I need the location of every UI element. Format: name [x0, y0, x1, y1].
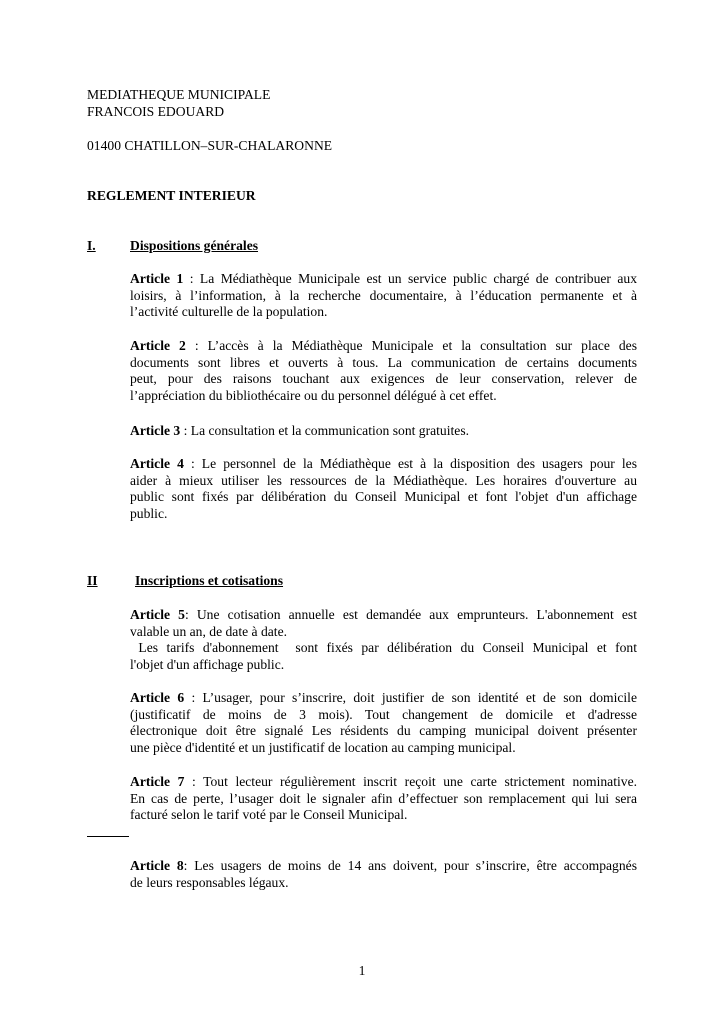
article-5-label: Article 5 [130, 607, 185, 622]
article-1-line-1: Article 1 : La Médiathèque Municipale est un service public chargé de contribuer aux [130, 271, 637, 286]
article-5 [130, 607, 637, 673]
article-8-label: Article 8 [130, 858, 184, 873]
article-6-line-4: une pièce d'identité et un justificatif de location au camping municipal. [130, 739, 516, 755]
article-1 [130, 271, 637, 321]
article-3-label: Article 3 [130, 423, 181, 438]
section-1-number: I. [87, 238, 96, 253]
article-7-line-3: facturé selon le tarif voté par le Conseil Municipal. [130, 807, 408, 823]
section-1-title: Dispositions générales [130, 238, 259, 253]
article-6-label: Article 6 [130, 690, 185, 705]
article-5-line-1: Article 5: Une cotisation annuelle est demandée aux emprunteurs. L'abonnement est [130, 607, 637, 622]
document-title: REGLEMENT INTERIEUR [87, 188, 256, 203]
footnote-separator [87, 836, 129, 837]
article-2-label: Article 2 [130, 338, 186, 353]
article-1-line-3: l’activité culturelle de la population. [130, 304, 328, 320]
article-6-line-2: (justificatif de moins de 3 mois). Tout changement de domicile et d'adresse [130, 706, 637, 722]
article-4-line-3: public sont fixés par délibération du Conseil Municipal et font l'objet d'un affichage [130, 489, 637, 505]
article-4-line-4: public. [130, 505, 168, 521]
article-2-line-2: documents sont libres et ouverts à tous. La communication de certains documents [130, 354, 637, 370]
article-7-line-2: En cas de perte, l’usager doit le signaler afin d’effectuer son remplacement qui lui sera [130, 790, 637, 806]
article-8-line-2: de leurs responsables légaux. [130, 874, 289, 890]
article-4 [130, 456, 637, 522]
article-6-line-1: Article 6 : L’usager, pour s’inscrire, doit justifier de son identité et de son domicile [130, 690, 637, 705]
article-2-line-4: l’appréciation du bibliothécaire ou du personnel délégué à cet effet. [130, 387, 497, 403]
article-8 [130, 858, 637, 891]
header-line-2: FRANCOIS EDOUARD [87, 104, 225, 119]
article-4-line-2: aider à mieux utiliser les ressources de la Médiathèque. Les horaires d'ouverture au [130, 472, 637, 488]
article-2-line-1: Article 2 : L’accès à la Médiathèque Municipale et la consultation sur place des [130, 338, 637, 353]
article-5-line-3: Les tarifs d'abonnement sont fixés par délibération du Conseil Municipal et font [130, 640, 637, 656]
article-2 [130, 338, 637, 404]
section-2-title: Inscriptions et cotisations [135, 573, 284, 588]
article-4-label: Article 4 [130, 456, 184, 471]
article-5-line-2: valable un an, de date à date. [130, 623, 288, 639]
article-6-line-3: électronique doit être signalé Les résidents du camping municipal doivent présenter [130, 723, 637, 739]
article-8-line-1: Article 8: Les usagers de moins de 14 ans doivent, pour s’inscrire, être accompagnés [130, 858, 637, 873]
article-7-line-1: Article 7 : Tout lecteur régulièrement inscrit reçoit une carte strictement nominative. [130, 774, 638, 789]
article-2-line-3: peut, pour des raisons touchant aux exigences de leur conservation, relever de [130, 371, 637, 387]
article-6 [130, 690, 637, 756]
article-7 [130, 774, 637, 824]
section-2-number: II [87, 573, 98, 588]
article-4-line-1: Article 4 : Le personnel de la Médiathèque est à la disposition des usagers pour les [130, 456, 637, 471]
page-number: 1 [358, 963, 366, 978]
article-7-label: Article 7 [130, 774, 185, 789]
header-line-1: MEDIATHEQUE MUNICIPALE [87, 87, 271, 102]
article-3-line-1: Article 3 : La consultation et la communication sont gratuites. [130, 423, 470, 438]
header-address: 01400 CHATILLON–SUR-CHALARONNE [87, 138, 333, 153]
article-5-line-4: l'objet d'un affichage public. [130, 656, 285, 672]
article-1-line-2: loisirs, à l’information, à la recherche documentaire, à l’éducation permanente et à [130, 287, 637, 303]
article-1-label: Article 1 [130, 271, 184, 286]
article-3 [130, 423, 637, 440]
